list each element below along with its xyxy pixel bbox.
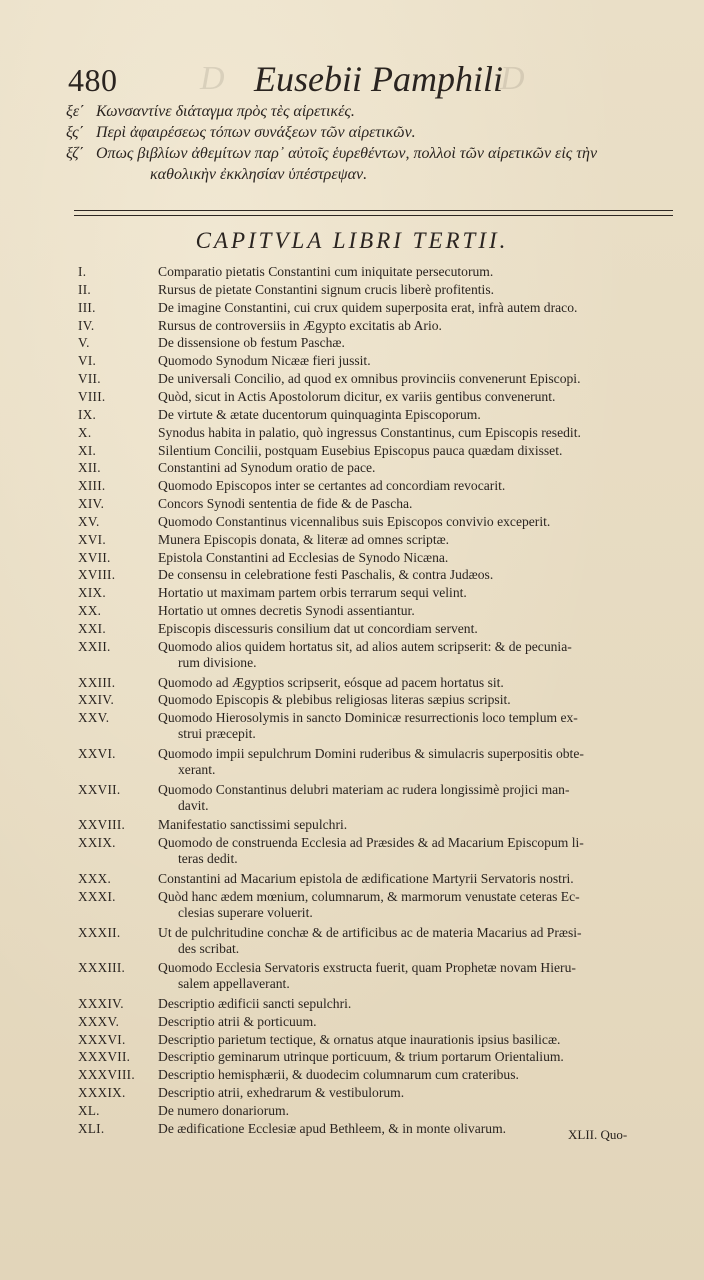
chapter-title-line: Quomodo impii sepulchrum Domini ruderibus & simulacris superpositis obte- <box>158 746 584 761</box>
chapter-title-continuation: rum divisione. <box>178 654 257 670</box>
chapter-title <box>158 371 652 387</box>
chapter-title-line: Quomodo alios quidem hortatus sit, ad alios autem scripserit: & de pecunia- <box>158 638 572 654</box>
chapter-title <box>158 425 652 441</box>
greek-entry-text: Περὶ ἀφαιρέσεως τόπων συνάξεων τῶν αἱρετικῶν. <box>96 124 416 141</box>
chapter-title-line: Quomodo Constantinus vicennalibus suis Episcopos convivio exceperit. <box>158 513 551 529</box>
chapter-number: II. <box>78 281 91 297</box>
chapter-title-line: Episcopis discessuris consilium dat ut concordiam servent. <box>158 621 478 636</box>
chapter-title-line: Manifestatio sanctissimi sepulchri. <box>158 817 348 833</box>
chapter-title-line: Quòd hanc ædem mœnium, columnarum, & marmorum venustate ceteras Ec- <box>158 888 580 904</box>
header-rule-thin <box>74 215 673 216</box>
chapter-title-continuation: salem appellaverant. <box>178 976 290 992</box>
chapter-number: XL. <box>78 1103 100 1118</box>
greek-entry-text: Κωνσαντίνε διάταγμα πρὸς τὲς αἱρετικές. <box>96 103 355 120</box>
chapter-title-line: Quomodo Hierosolymis in sancto Dominicæ resurrectionis loco templum ex- <box>158 710 578 726</box>
chapter-title-line: Constantini ad Synodum oratio de pace. <box>158 460 376 476</box>
page-number: 480 <box>68 62 118 98</box>
chapter-title-line: Quomodo Synodum Nicææ fieri jussit. <box>158 353 371 369</box>
chapter-number: XVI. <box>78 531 106 547</box>
greek-entry-continuation <box>66 166 676 187</box>
chapter-title-line: Comparatio pietatis Constantini cum iniquitate persecutorum. <box>158 264 494 279</box>
chapter-number: XXX. <box>78 870 112 886</box>
chapter-title <box>158 675 652 691</box>
chapter-title <box>158 567 652 583</box>
chapter-title <box>158 532 652 548</box>
chapter-title <box>158 443 652 459</box>
chapter-number: XIX. <box>78 585 106 601</box>
chapter-title-line: De ædificatione Ecclesiæ apud Bethleem, & in monte olivarum. <box>158 1120 507 1136</box>
chapter-title <box>158 496 652 512</box>
chapter-number: XX. <box>78 603 102 619</box>
chapter-title-line: Ut de pulchritudine conchæ & de artificibus ac de materia Macarius ad Præsi- <box>158 924 582 940</box>
chapter-title-line: Quomodo ad Ægyptios scripserit, eósque ad pacem hortatus sit. <box>158 674 504 690</box>
chapter-title-line: Concors Synodi sententia de fide & de Pascha. <box>158 496 413 511</box>
chapter-number: XIII. <box>78 478 106 494</box>
chapter-title <box>158 835 652 867</box>
chapter-title <box>158 478 652 494</box>
chapter-number: XXXVI. <box>78 1031 126 1047</box>
chapter-title-line: Descriptio geminarum utrinque porticuum, & trium portarum Orientalium. <box>158 1049 564 1065</box>
chapter-title <box>158 407 652 423</box>
chapter-number: XXV. <box>78 710 110 726</box>
chapter-title-line: Munera Episcopis donata, & literæ ad omnes scriptæ. <box>158 531 450 547</box>
chapter-number: XIV. <box>78 496 105 511</box>
chapter-number: XXXIX. <box>78 1085 126 1101</box>
greek-entry-text: Οπως βιβλίων ἀθεμίτων παρ᾽ αὐτοῖς ἑυρεθέντων, πολλοὶ τῶν αἱρετικῶν εἰς τὴν <box>96 145 598 162</box>
chapter-title <box>158 460 652 476</box>
chapter-title-line: Rursus de controversiis in Ægypto excitatis ab Ario. <box>158 317 442 333</box>
chapter-title-line: Epistola Constantini ad Ecclesias de Synodo Nicæna. <box>158 549 449 565</box>
chapter-number: XXVIII. <box>78 817 126 833</box>
chapter-title-line: Hortatio ut omnes decretis Synodi assentiantur. <box>158 603 415 619</box>
chapter-title <box>158 282 652 298</box>
chapter-title-continuation: xerant. <box>178 762 216 777</box>
greek-entry-text: καθολικὴν ἐκκλησίαν ὑπέστρεψαν. <box>150 166 368 183</box>
chapter-title-line: Rursus de pietate Constantini signum crucis liberè profitentis. <box>158 281 495 297</box>
chapter-number: VII. <box>78 371 101 387</box>
chapter-title-line: Hortatio ut maximam partem orbis terrarum sequi velint. <box>158 585 467 601</box>
chapter-number: XV. <box>78 513 100 529</box>
chapter-title <box>158 1049 652 1065</box>
chapter-title-line: Quomodo Episcopos inter se certantes ad concordiam revocarit. <box>158 478 506 494</box>
chapter-title-continuation: strui præcepit. <box>178 726 256 742</box>
chapter-title <box>158 889 652 921</box>
chapter-title <box>158 960 652 992</box>
chapter-title <box>158 335 652 351</box>
chapter-title <box>158 710 652 742</box>
chapter-title <box>158 389 652 405</box>
greek-entry <box>66 124 676 145</box>
chapter-title-line: Synodus habita in palatio, quò ingressus Constantinus, cum Episcopis resedit. <box>158 424 581 440</box>
chapter-title <box>158 1085 652 1101</box>
chapter-title <box>158 585 652 601</box>
chapter-number: XI. <box>78 442 97 458</box>
chapter-title <box>158 300 652 316</box>
chapter-title-line: Descriptio atrii, exhedrarum & vestibulorum. <box>158 1085 405 1101</box>
chapter-title-line: Descriptio atrii & porticuum. <box>158 1013 317 1029</box>
chapter-number: XXIII. <box>78 674 116 690</box>
chapter-number: XXXVII. <box>78 1049 131 1065</box>
chapter-number: XXXIII. <box>78 960 126 976</box>
chapter-title-line: Descriptio ædificii sancti sepulchri. <box>158 995 352 1011</box>
chapter-title <box>158 782 652 814</box>
chapter-title <box>158 1067 652 1083</box>
chapter-title <box>158 1032 652 1048</box>
greek-entry <box>66 145 676 166</box>
chapter-title <box>158 550 652 566</box>
chapter-title-continuation: teras dedit. <box>178 851 238 867</box>
chapter-title <box>158 746 652 778</box>
chapter-title <box>158 817 652 833</box>
header-rule <box>74 210 673 211</box>
chapter-title-continuation: des scribat. <box>178 940 240 956</box>
greek-entry-number: ξε΄ <box>66 103 85 120</box>
chapter-number: XXXVIII. <box>78 1067 135 1083</box>
chapter-title-line: Quomodo Ecclesia Servatoris exstructa fuerit, quam Prophetæ novam Hieru- <box>158 960 576 976</box>
chapter-title <box>158 514 652 530</box>
chapter-title-line: Quomodo de construenda Ecclesia ad Præsides & ad Macarium Episcopum li- <box>158 835 584 851</box>
chapter-number: XXXII. <box>78 924 121 940</box>
greek-entry-number: ξς΄ <box>66 124 84 141</box>
greek-entry-number: ξζ΄ <box>66 145 84 162</box>
chapter-number: XXXV. <box>78 1013 120 1029</box>
page-header <box>68 58 668 104</box>
show-through-text: D <box>500 60 525 97</box>
chapter-title-line: Quomodo Episcopis & plebibus religiosas literas sæpius scripsit. <box>158 692 511 708</box>
chapter-number: III. <box>78 299 96 315</box>
chapter-title-line: De virtute & ætate ducentorum quinquaginta Episcoporum. <box>158 406 481 422</box>
chapter-title <box>158 1103 652 1119</box>
chapter-number: X. <box>78 424 92 440</box>
chapter-title-line: De universali Concilio, ad quod ex omnibus provinciis convenerunt Episcopi. <box>158 371 581 387</box>
chapter-title <box>158 639 652 671</box>
chapter-number: VIII. <box>78 388 106 404</box>
chapter-title-line: Quòd, sicut in Actis Apostolorum dicitur, ex variis gentibus convenerunt. <box>158 388 556 404</box>
chapter-title-continuation: clesias superare voluerit. <box>178 904 313 920</box>
chapter-number: IX. <box>78 406 97 422</box>
chapter-number: XII. <box>78 460 101 476</box>
chapter-title <box>158 925 652 957</box>
chapter-title-line: Descriptio parietum tectique, & ornatus atque inaurationis ipsius basilicæ. <box>158 1031 561 1047</box>
catchword: XLII. Quo- <box>568 1127 628 1142</box>
chapter-title-continuation: davit. <box>178 797 209 813</box>
chapter-title <box>158 996 652 1012</box>
chapter-number: IV. <box>78 317 95 333</box>
greek-entry <box>66 103 676 124</box>
chapter-title <box>158 353 652 369</box>
chapter-title <box>158 603 652 619</box>
chapter-number: XVIII. <box>78 567 116 583</box>
chapter-title <box>158 621 652 637</box>
chapter-title <box>158 871 652 887</box>
chapter-number: XXII. <box>78 638 111 654</box>
chapter-number: XXI. <box>78 621 106 636</box>
chapter-title-line: Silentium Concilii, postquam Eusebius Episcopus pauca quædam dixisset. <box>158 442 563 458</box>
chapter-number: I. <box>78 264 87 279</box>
chapter-title-line: De dissensione ob festum Paschæ. <box>158 335 345 351</box>
chapter-number: V. <box>78 335 90 351</box>
chapter-number: XXXI. <box>78 888 116 904</box>
chapter-heading: CAPITVLA LIBRI TERTII. <box>195 228 509 253</box>
chapter-title <box>158 692 652 708</box>
chapter-title-line: Quomodo Constantinus delubri materiam ac rudera longissimè projici man- <box>158 781 570 797</box>
chapter-number: XVII. <box>78 549 111 565</box>
chapter-title <box>158 1014 652 1030</box>
chapter-number: VI. <box>78 353 97 369</box>
chapter-number: XLI. <box>78 1120 105 1136</box>
running-title: Eusebii Pamphili <box>254 59 503 99</box>
chapter-title-line: Descriptio hemisphærii, & duodecim columnarum cum crateribus. <box>158 1067 519 1083</box>
chapter-number: XXVI. <box>78 746 116 761</box>
chapter-number: XXXIV. <box>78 995 124 1011</box>
chapter-number: XXVII. <box>78 781 121 797</box>
chapter-title-line: De imagine Constantini, cui crux quidem superposita erat, infrà autem draco. <box>158 299 578 315</box>
chapter-title <box>158 264 652 280</box>
chapter-number: XXIV. <box>78 692 115 708</box>
chapter-title-line: De numero donariorum. <box>158 1103 289 1118</box>
chapter-number: XXIX. <box>78 835 116 851</box>
chapter-title-line: De consensu in celebratione festi Paschalis, & contra Judæos. <box>158 567 494 583</box>
greek-chapter-list <box>66 103 676 187</box>
chapter-title-line: Constantini ad Macarium epistola de ædificatione Martyrii Servatoris nostri. <box>158 870 574 886</box>
chapter-title <box>158 318 652 334</box>
show-through-text: D <box>200 60 225 97</box>
